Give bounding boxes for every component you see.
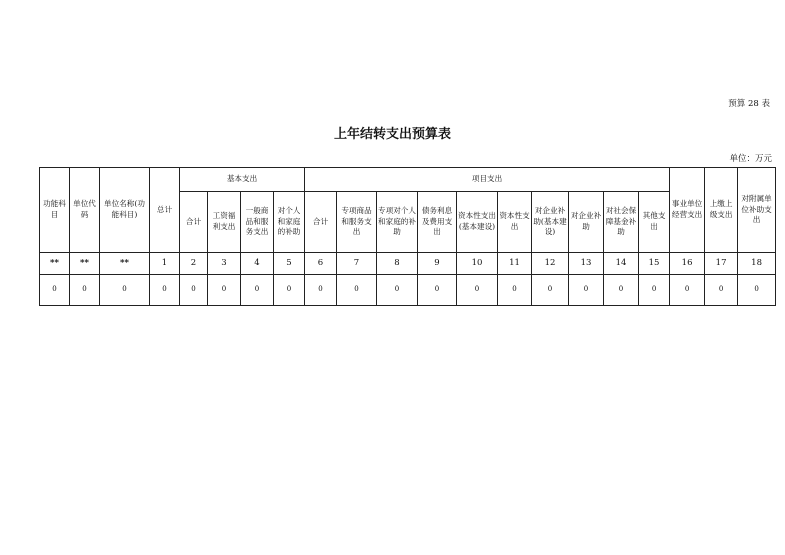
header-project-capital: 资本性支出 (498, 192, 532, 253)
header-project-other: 其他支出 (639, 192, 670, 253)
table-cell: 6 (305, 253, 337, 275)
header-project-debt-interest: 债务利息及费用支出 (418, 192, 457, 253)
header-project-subtotal: 合计 (305, 192, 337, 253)
header-total: 总计 (150, 168, 180, 253)
table-cell: 0 (670, 275, 705, 306)
header-remit-superior: 上缴上级支出 (705, 168, 738, 253)
table-cell: 0 (604, 275, 639, 306)
header-basic-personal-subsidy: 对个人和家庭的补助 (274, 192, 305, 253)
table-cell: 13 (569, 253, 604, 275)
table-cell: 1 (150, 253, 180, 275)
table-cell: 0 (180, 275, 208, 306)
header-unit-code: 单位代码 (70, 168, 100, 253)
table-row-column-numbers (40, 253, 776, 275)
table-cell: ** (100, 253, 150, 275)
header-group-project: 项目支出 (305, 168, 670, 192)
budget-table (39, 167, 776, 306)
table-cell: 2 (180, 253, 208, 275)
header-basic-goods-services: 一般商品和服务支出 (241, 192, 274, 253)
header-business-operating: 事业单位经营支出 (670, 168, 705, 253)
table-cell: 0 (498, 275, 532, 306)
table-cell: 0 (337, 275, 377, 306)
table-cell: 8 (377, 253, 418, 275)
table-cell: 0 (40, 275, 70, 306)
table-cell: 0 (457, 275, 498, 306)
header-unit-name: 单位名称(功能科目) (100, 168, 150, 253)
table-cell: 0 (705, 275, 738, 306)
table-cell: 0 (305, 275, 337, 306)
table-cell: 7 (337, 253, 377, 275)
table-cell: 15 (639, 253, 670, 275)
table-cell: 5 (274, 253, 305, 275)
table-cell: 0 (70, 275, 100, 306)
header-project-capital-construction: 资本性支出(基本建设) (457, 192, 498, 253)
table-cell: 17 (705, 253, 738, 275)
header-project-enterprise-construction: 对企业补助(基本建设) (532, 192, 569, 253)
table-cell: 14 (604, 253, 639, 275)
table-cell: 18 (738, 253, 776, 275)
table-cell: 3 (208, 253, 241, 275)
header-basic-subtotal: 合计 (180, 192, 208, 253)
header-project-goods-services: 专项商品和服务支出 (337, 192, 377, 253)
table-cell: 12 (532, 253, 569, 275)
table-number-label: 预算 28 表 (728, 99, 770, 109)
table-cell: ** (40, 253, 70, 275)
table-cell: ** (70, 253, 100, 275)
header-project-social-security: 对社会保障基金补助 (604, 192, 639, 253)
header-project-personal-subsidy: 专项对个人和家庭的补助 (377, 192, 418, 253)
table-cell: 0 (569, 275, 604, 306)
page-title: 上年结转支出预算表 (333, 127, 451, 142)
header-basic-wages: 工资福利支出 (208, 192, 241, 253)
header-subsidiary-subsidy: 对附属单位补助支出 (738, 168, 776, 253)
header-function-subject: 功能科目 (40, 168, 70, 253)
table-cell: 0 (738, 275, 776, 306)
table-cell: 0 (208, 275, 241, 306)
table-cell: 16 (670, 253, 705, 275)
unit-label: 单位：万元 (729, 154, 772, 164)
table-row-values (40, 275, 776, 306)
table-cell: 10 (457, 253, 498, 275)
table-cell: 0 (532, 275, 569, 306)
table-cell: 0 (241, 275, 274, 306)
table-cell: 0 (274, 275, 305, 306)
table-cell: 0 (377, 275, 418, 306)
table-cell: 0 (418, 275, 457, 306)
table-cell: 11 (498, 253, 532, 275)
table-cell: 0 (639, 275, 670, 306)
table-cell: 9 (418, 253, 457, 275)
table-cell: 4 (241, 253, 274, 275)
table-cell: 0 (150, 275, 180, 306)
table-cell: 0 (100, 275, 150, 306)
header-project-enterprise-subsidy: 对企业补助 (569, 192, 604, 253)
header-group-basic: 基本支出 (180, 168, 305, 192)
